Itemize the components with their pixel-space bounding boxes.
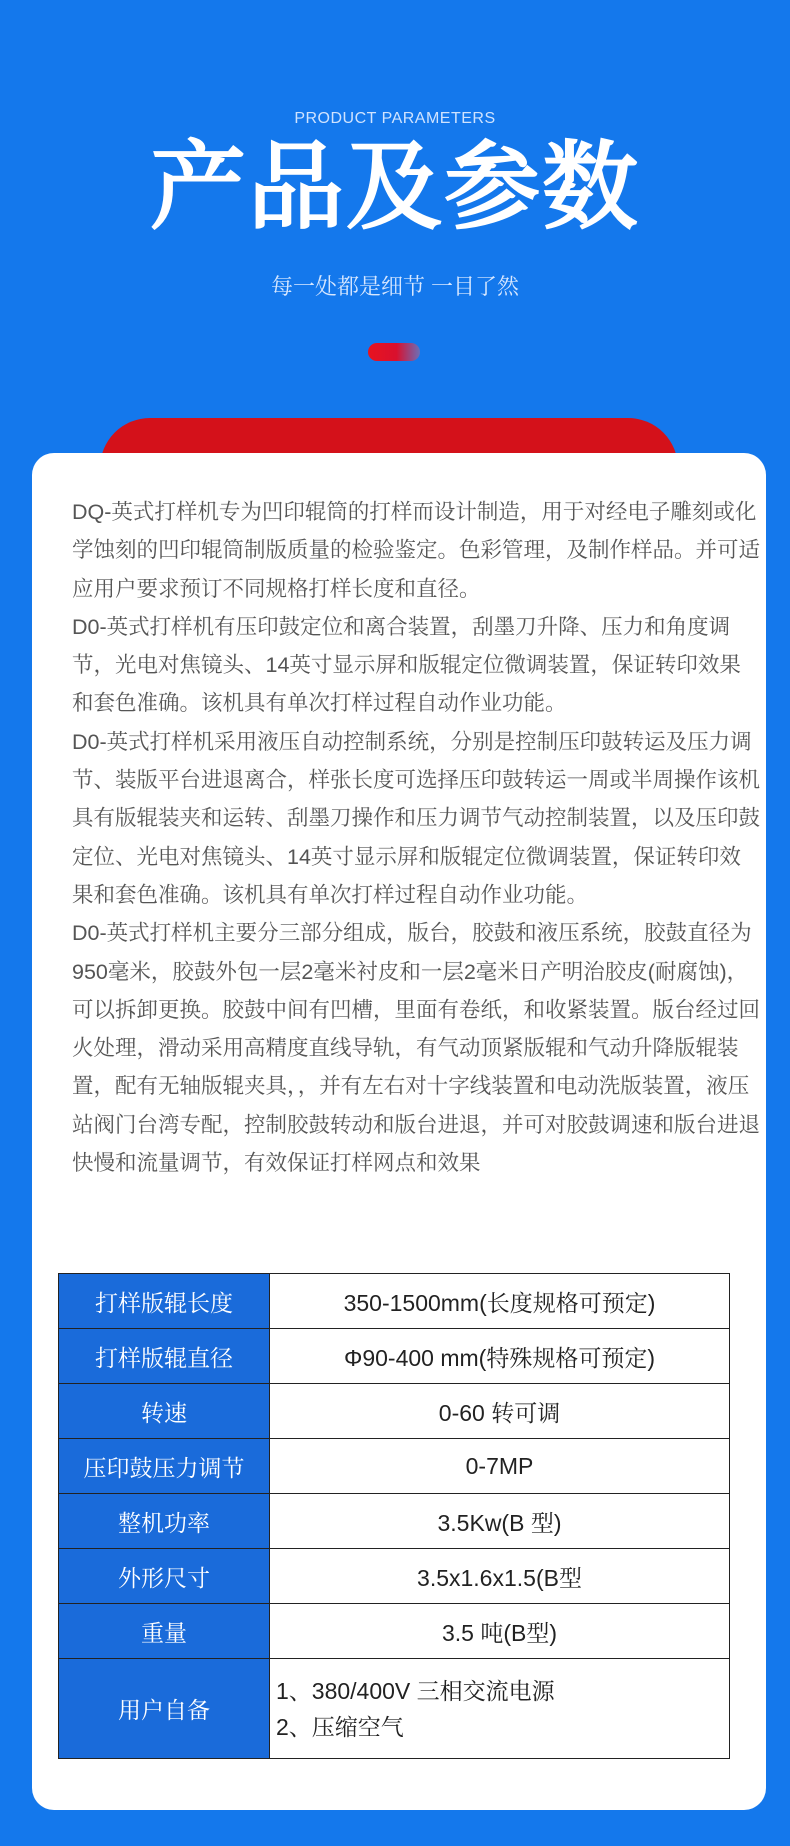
spec-label: 外形尺寸	[59, 1549, 270, 1604]
description-paragraph: D0-英式打样机采用液压自动控制系统，分别是控制压印鼓转运及压力调节、装版平台进退离合，样张长度可选择压印鼓转运一周或半周操作该机具有版辊装夹和运转、刮墨刀操作和压力调节气动控制装置，以及压印鼓定位、光电对焦镜头、14英寸显示屏和版辊定位微调装置，保证转印效果和套色准确。该机具有单次打样过程自动作业功能。	[72, 729, 761, 907]
decorative-pill	[368, 343, 420, 361]
spec-label: 打样版辊长度	[59, 1274, 270, 1329]
spec-value-line: 1、380/400V 三相交流电源	[276, 1677, 555, 1704]
description-paragraph: D0-英式打样机有压印鼓定位和离合装置，刮墨刀升降、压力和角度调节，光电对焦镜头、14英寸显示屏和版辊定位微调装置，保证转印效果和套色准确。该机具有单次打样过程自动作业功能。	[72, 614, 741, 716]
table-row	[59, 1604, 730, 1659]
spec-label: 打样版辊直径	[59, 1329, 270, 1384]
spec-value: 3.5 吨(B型)	[270, 1604, 730, 1659]
hero-section	[0, 0, 790, 460]
page-title: 产品及参数	[150, 134, 640, 241]
table-row	[59, 1439, 730, 1494]
tagline: 每一处都是细节 一目了然	[270, 274, 520, 299]
description-paragraph: DQ-英式打样机专为凹印辊筒的打样而设计制造，用于对经电子雕刻或化学蚀刻的凹印辊筒制版质量的检验鉴定。色彩管理，及制作样品。并可适应用户要求预订不同规格打样长度和直径。	[72, 500, 761, 601]
spec-label: 转速	[59, 1384, 270, 1439]
description-block	[72, 493, 762, 1182]
spec-value-line: 2、压缩空气	[276, 1713, 404, 1740]
spec-value: 3.5Kw(B 型)	[270, 1494, 730, 1549]
spec-label: 压印鼓压力调节	[59, 1439, 270, 1494]
table-row	[59, 1659, 730, 1759]
content-card	[32, 453, 766, 1810]
spec-table	[58, 1273, 730, 1759]
description-paragraph: D0-英式打样机主要分三部分组成，版台，胶鼓和液压系统，胶鼓直径为950毫米，胶鼓外包一层2毫米衬皮和一层2毫米日产明治胶皮(耐腐蚀)，可以拆卸更换。胶鼓中间有凹槽，里面有卷纸，和收紧装置。版台经过回火处理，滑动采用高精度直线导轨，有气动顶紧版辊和气动升降版辊装置，配有无轴版辊夹具，，并有左右对十字线装置和电动洗版装置，液压站阀门台湾专配，控制胶鼓转动和版台进退，并可对胶鼓调速和版台进退快慢和流量调节，有效保证打样网点和效果	[72, 921, 761, 1176]
table-row	[59, 1274, 730, 1329]
spec-label: 重量	[59, 1604, 270, 1659]
spec-value: 3.5x1.6x1.5(B型	[270, 1549, 730, 1604]
spec-value: Φ90-400 mm(特殊规格可预定)	[270, 1329, 730, 1384]
table-row	[59, 1549, 730, 1604]
spec-label: 用户自备	[59, 1659, 270, 1759]
spec-value: 0-60 转可调	[270, 1384, 730, 1439]
spec-value: 350-1500mm(长度规格可预定)	[270, 1274, 730, 1329]
table-row	[59, 1494, 730, 1549]
spec-label: 整机功率	[59, 1494, 270, 1549]
table-row	[59, 1384, 730, 1439]
spec-value: 0-7MP	[270, 1439, 730, 1494]
spec-value	[270, 1659, 730, 1759]
table-row	[59, 1329, 730, 1384]
section-subtitle-en: PRODUCT PARAMETERS	[294, 110, 496, 127]
